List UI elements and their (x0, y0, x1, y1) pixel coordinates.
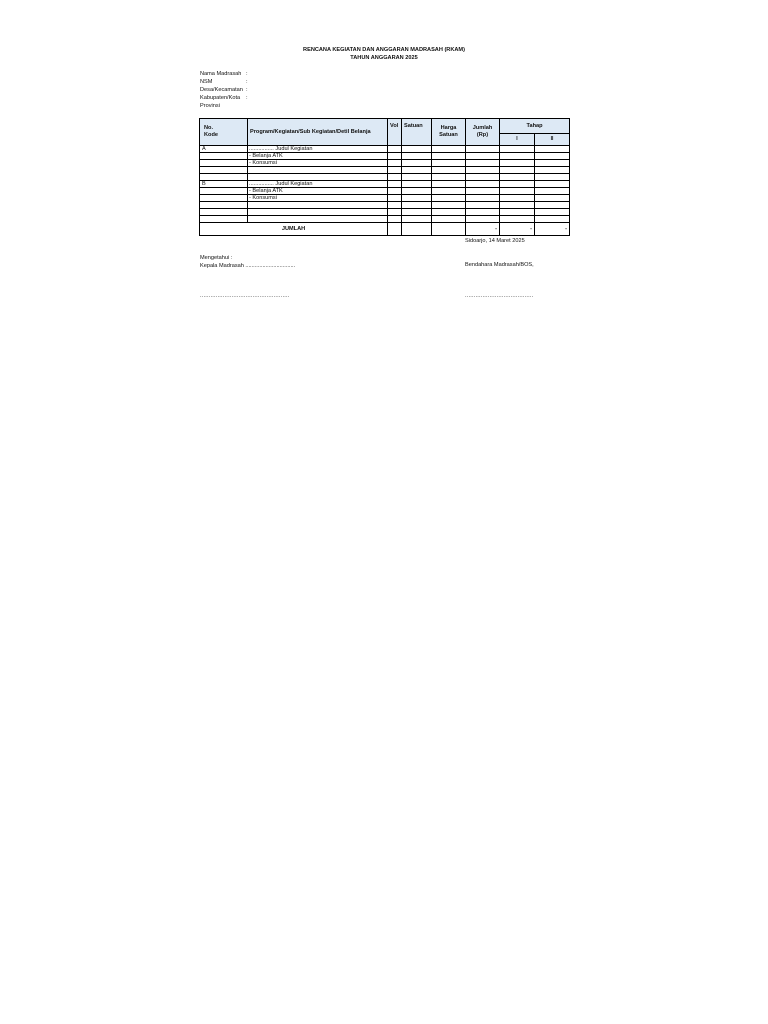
cell-satuan (402, 181, 432, 188)
cell-harga (432, 160, 466, 167)
cell-vol (388, 188, 402, 195)
cell-tahap-ii (535, 153, 570, 160)
cell-no: B (200, 181, 248, 188)
cell-harga (432, 153, 466, 160)
cell-harga (432, 181, 466, 188)
cell-harga (432, 202, 466, 209)
cell-harga (432, 188, 466, 195)
cell-tahap-ii (535, 216, 570, 223)
cell-jumlah (466, 195, 500, 202)
cell-vol (388, 209, 402, 216)
header-jumlah (466, 119, 500, 146)
info-row-nsm (200, 78, 250, 86)
cell-vol (388, 146, 402, 153)
table-row (200, 195, 570, 202)
cell-item (248, 167, 388, 174)
cell-tahap-i (500, 160, 535, 167)
place-date: Sidoarjo, 14 Maret 2025 (465, 238, 525, 244)
cell-satuan (402, 188, 432, 195)
cell-no (200, 216, 248, 223)
info-colon (246, 102, 250, 110)
cell-jumlah (466, 181, 500, 188)
cell-no (200, 188, 248, 195)
cell-tahap-ii (535, 202, 570, 209)
cell-harga (432, 146, 466, 153)
cell-vol (388, 153, 402, 160)
cell-tahap-ii (535, 181, 570, 188)
table-row (200, 202, 570, 209)
header-satuan: Satuan (402, 119, 432, 146)
cell-satuan (402, 146, 432, 153)
cell-no (200, 153, 248, 160)
cell-vol (388, 195, 402, 202)
cell-harga (432, 216, 466, 223)
cell-no (200, 174, 248, 181)
cell-jumlah (466, 167, 500, 174)
cell-no (200, 160, 248, 167)
cell-harga (432, 195, 466, 202)
cell-item: - Belanja ATK (248, 153, 388, 160)
cell-tahap-i (500, 202, 535, 209)
info-row-desa-kecamatan (200, 86, 250, 94)
cell-vol (388, 167, 402, 174)
table-row (200, 216, 570, 223)
acknowledged-label: Mengetahui : (200, 255, 233, 261)
info-row-kabupaten-kota (200, 94, 250, 102)
info-colon: : (246, 79, 248, 85)
table-row (200, 146, 570, 153)
cell-item: ................ Judul Kegiatan (248, 181, 388, 188)
treasurer-label: Bendahara Madrasah/BOS, (465, 262, 534, 268)
info-label: Kabupaten/Kota (200, 95, 241, 101)
info-label: Nama Madrasah (200, 71, 242, 77)
cell-no (200, 202, 248, 209)
header-rp-label: (Rp) (476, 132, 489, 138)
cell-vol (388, 181, 402, 188)
cell-jumlah (466, 188, 500, 195)
total-tahap-ii: - (535, 223, 570, 236)
head-of-madrasah-label: Kepala Madrasah ................................ (200, 263, 296, 269)
cell-tahap-i (500, 153, 535, 160)
cell-item: - Konsumsi (248, 195, 388, 202)
cell-tahap-i (500, 181, 535, 188)
cell-satuan (402, 153, 432, 160)
cell-item: ................ Judul Kegiatan (248, 146, 388, 153)
madrasah-info (200, 70, 250, 110)
table-row (200, 153, 570, 160)
cell-tahap-ii (535, 209, 570, 216)
header-program: Program/Kegiatan/Sub Kegiatan/Detil Belanja (248, 119, 388, 146)
header-jumlah-label: Jumlah (472, 125, 493, 131)
table-row (200, 181, 570, 188)
cell-tahap-ii (535, 167, 570, 174)
cell-tahap-i (500, 188, 535, 195)
table-row (200, 167, 570, 174)
cell-satuan (402, 216, 432, 223)
cell-vol (388, 223, 402, 236)
info-row-provinsi (200, 102, 250, 110)
total-tahap-i: - (500, 223, 535, 236)
header-tahap: Tahap (500, 119, 570, 134)
cell-vol (388, 202, 402, 209)
cell-jumlah (466, 146, 500, 153)
cell-tahap-ii (535, 195, 570, 202)
cell-vol (388, 160, 402, 167)
cell-satuan (402, 223, 432, 236)
cell-harga (432, 223, 466, 236)
cell-jumlah (466, 174, 500, 181)
cell-satuan (402, 195, 432, 202)
info-colon: : (246, 87, 248, 93)
cell-tahap-i (500, 195, 535, 202)
cell-no: A (200, 146, 248, 153)
header-vol: Vol (388, 119, 402, 146)
cell-tahap-i (500, 174, 535, 181)
cell-item (248, 202, 388, 209)
cell-tahap-ii (535, 146, 570, 153)
cell-jumlah (466, 209, 500, 216)
info-label: Provinsi (200, 103, 220, 109)
header-satuan-label: Satuan (439, 132, 458, 138)
cell-jumlah (466, 153, 500, 160)
cell-tahap-i (500, 216, 535, 223)
header-tahap-ii: II (535, 134, 570, 146)
cell-item (248, 174, 388, 181)
table-row (200, 160, 570, 167)
cell-tahap-ii (535, 160, 570, 167)
info-colon: : (246, 95, 248, 101)
cell-satuan (402, 202, 432, 209)
cell-satuan (402, 160, 432, 167)
header-tahap-i: I (500, 134, 535, 146)
cell-tahap-i (500, 167, 535, 174)
cell-jumlah (466, 202, 500, 209)
rkam-table (199, 118, 570, 236)
info-colon: : (246, 71, 248, 77)
cell-jumlah (466, 160, 500, 167)
cell-no (200, 167, 248, 174)
signature-line-left: ................................................... (200, 293, 290, 299)
acknowledgement-block (200, 254, 295, 270)
cell-harga (432, 174, 466, 181)
total-label: JUMLAH (200, 223, 388, 236)
cell-satuan (402, 209, 432, 216)
cell-vol (388, 174, 402, 181)
table-row (200, 209, 570, 216)
cell-item (248, 209, 388, 216)
header-no-label: No. (204, 125, 214, 131)
document-title: RENCANA KEGIATAN DAN ANGGARAN MADRASAH (RKAM) (303, 47, 465, 53)
total-jumlah: - (466, 223, 500, 236)
cell-tahap-ii (535, 174, 570, 181)
cell-item: - Konsumsi (248, 160, 388, 167)
cell-no (200, 209, 248, 216)
cell-harga (432, 209, 466, 216)
cell-vol (388, 216, 402, 223)
table-row (200, 174, 570, 181)
total-row (200, 223, 570, 236)
cell-item: - Belanja ATK (248, 188, 388, 195)
header-kode-label: Kode (204, 132, 218, 138)
cell-satuan (402, 174, 432, 181)
cell-no (200, 195, 248, 202)
cell-satuan (402, 167, 432, 174)
cell-tahap-i (500, 209, 535, 216)
table-row (200, 188, 570, 195)
header-harga-label: Harga (440, 125, 457, 131)
document-subtitle: TAHUN ANGGARAN 2025 (350, 55, 418, 61)
cell-jumlah (466, 216, 500, 223)
header-no-kode (200, 119, 248, 146)
cell-item (248, 216, 388, 223)
cell-tahap-ii (535, 188, 570, 195)
signature-line-right: ....................................... (465, 293, 534, 299)
info-row-nama-madrasah (200, 70, 250, 78)
cell-harga (432, 167, 466, 174)
header-harga-satuan (432, 119, 466, 146)
info-label: Desa/Kecamatan (200, 87, 243, 93)
table-header-row (200, 119, 570, 134)
info-label: NSM (200, 79, 213, 85)
cell-tahap-i (500, 146, 535, 153)
